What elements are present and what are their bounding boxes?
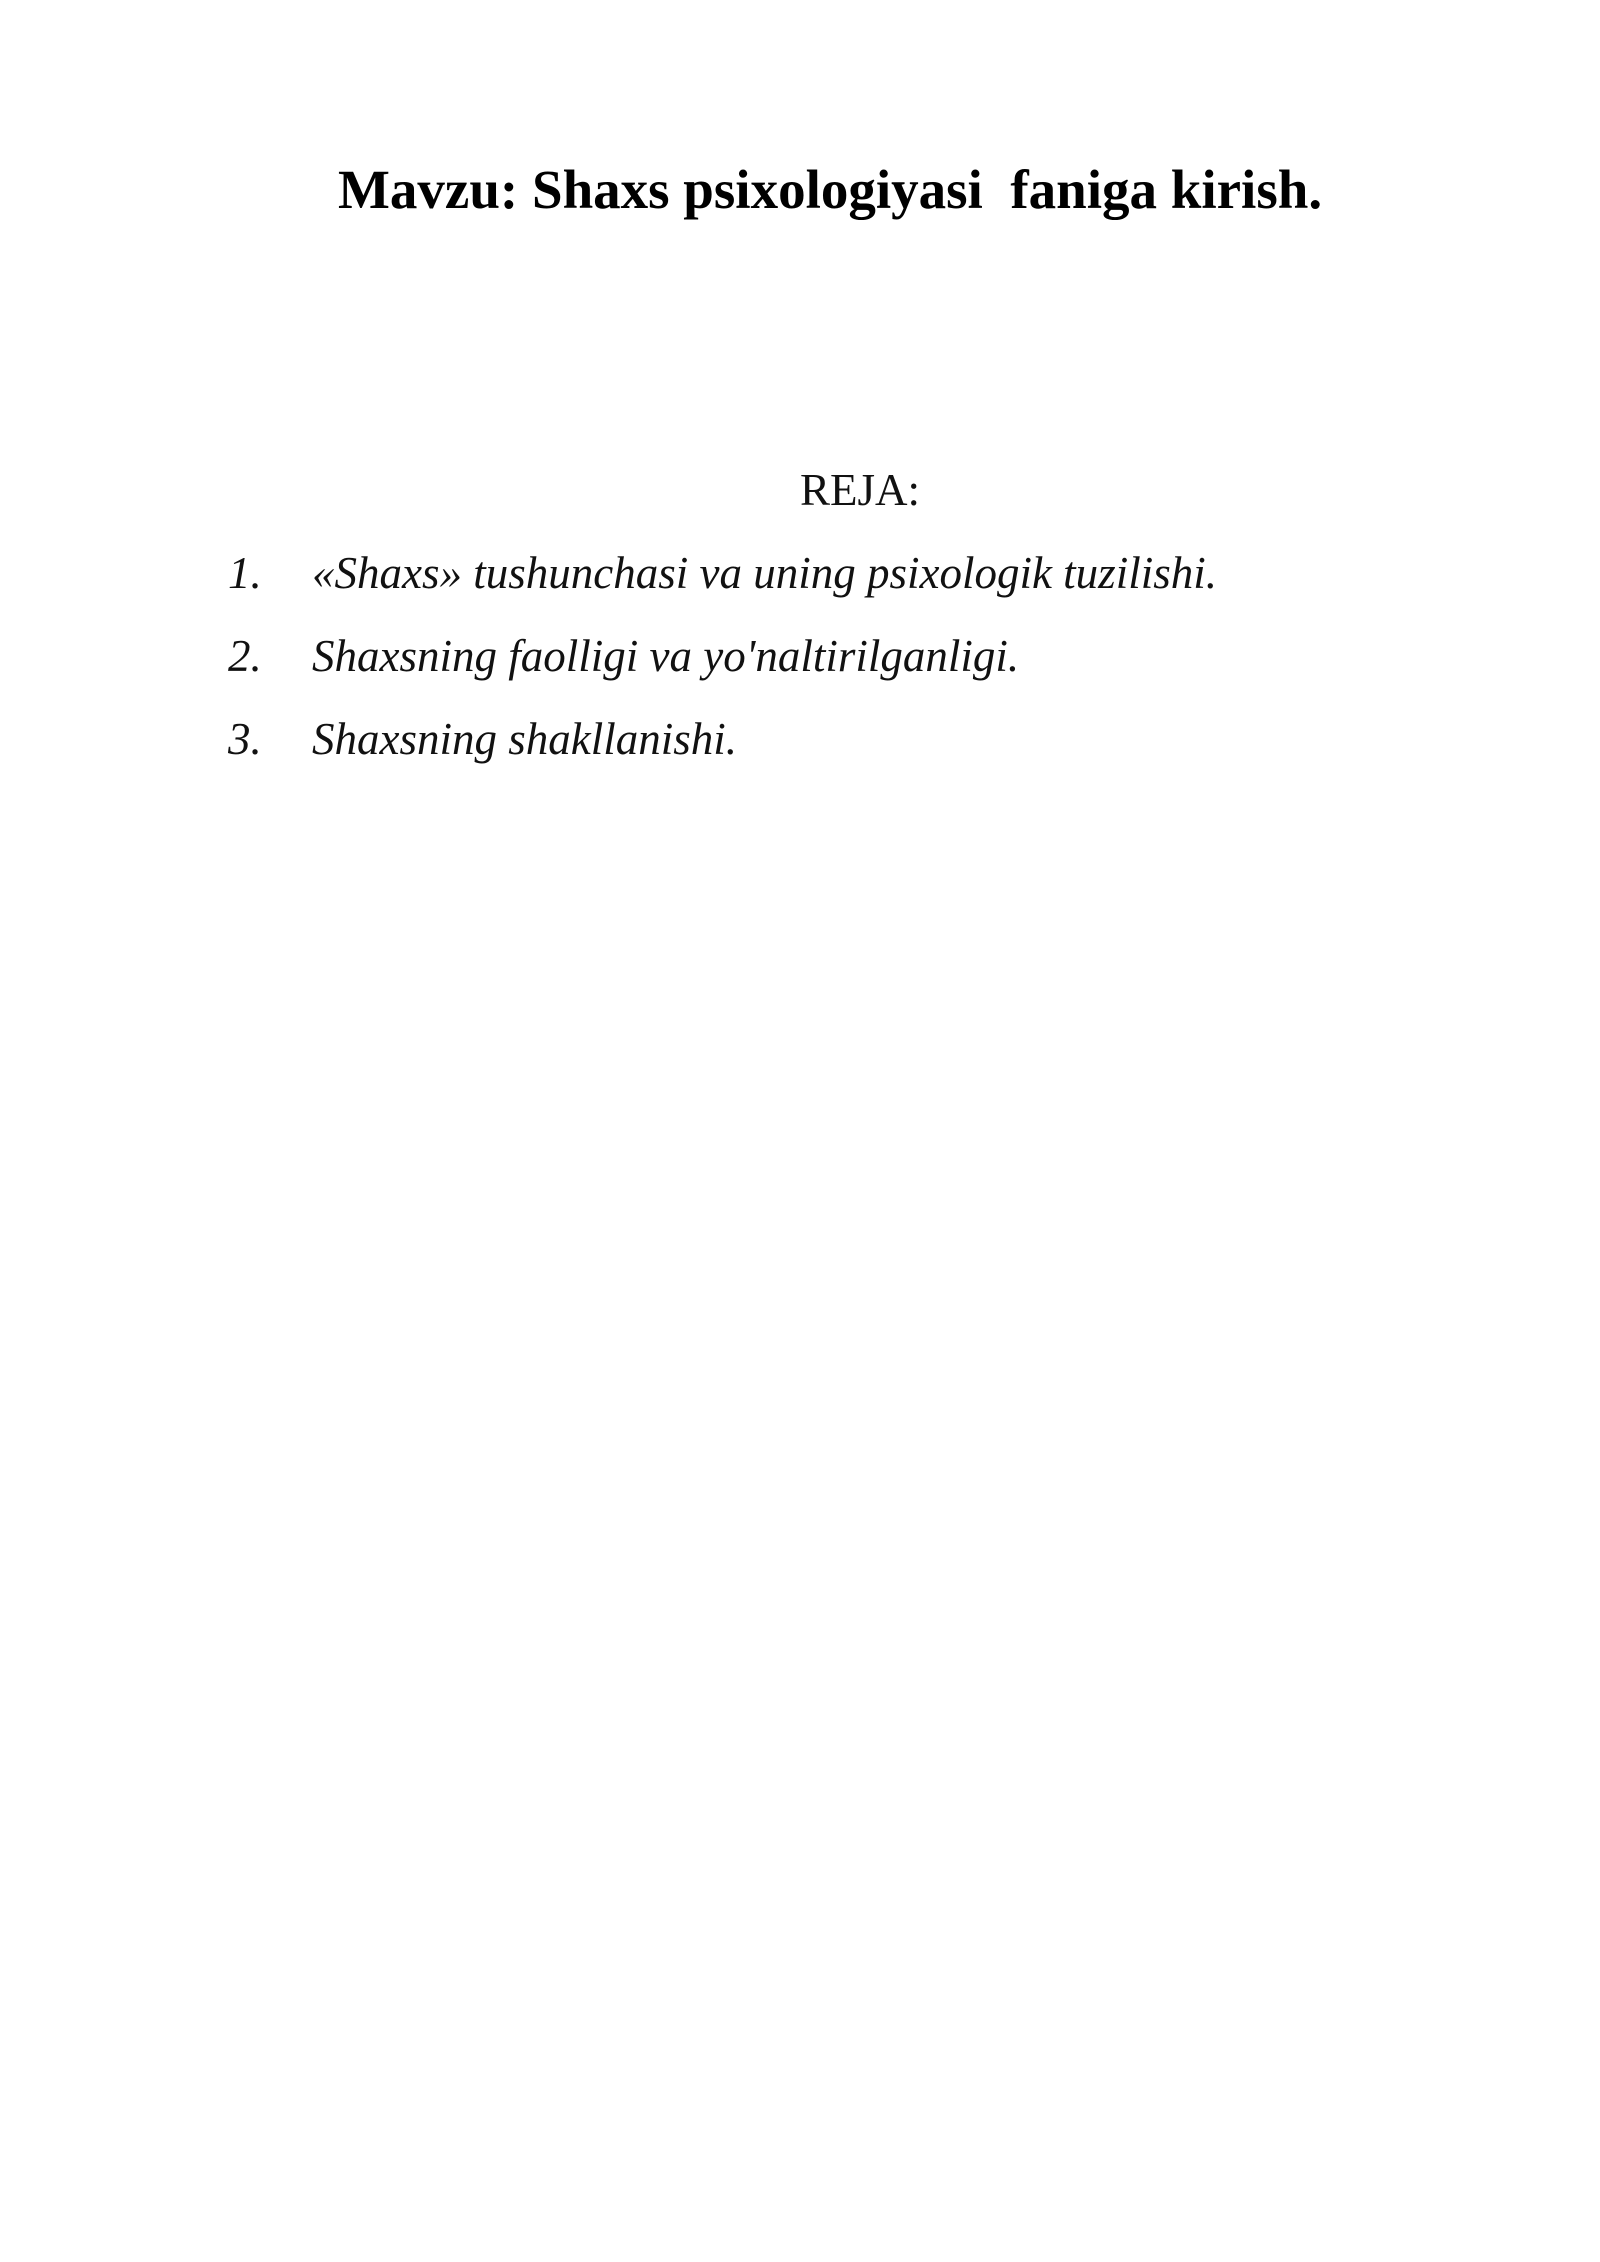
plan-item-1: [228, 545, 1217, 628]
plan-list: [228, 545, 1217, 794]
plan-item-number: 3.: [228, 714, 262, 764]
plan-item-text: «Shaxs» tushunchasi va uning psixologik tuzilishi.: [312, 548, 1217, 598]
plan-item-text: Shaxsning faolligi va yo'naltirilganligi.: [312, 631, 1020, 681]
plan-item-3: [228, 711, 1217, 794]
page-title: Mavzu: Shaxs psixologiyasi faniga kirish.: [338, 159, 1323, 220]
plan-item-text: Shaxsning shakllanishi.: [312, 714, 737, 764]
plan-item-number: 1.: [228, 548, 262, 598]
plan-item-2: [228, 628, 1217, 711]
plan-heading: REJA:: [799, 465, 920, 515]
plan-item-number: 2.: [228, 631, 262, 681]
